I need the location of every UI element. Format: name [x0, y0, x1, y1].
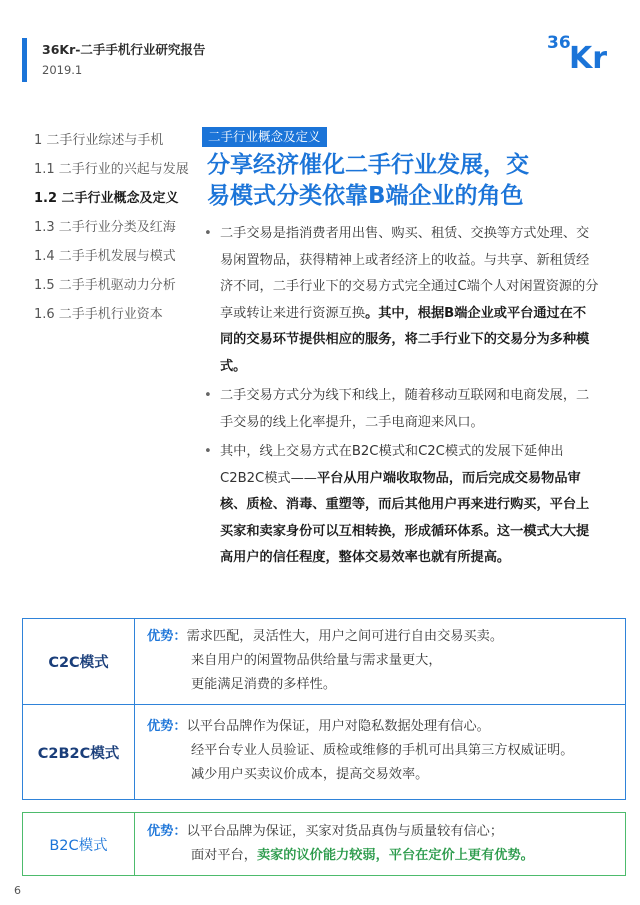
c2c-line-3: 更能满足消费的多样性。: [191, 677, 337, 692]
toc-item[interactable]: 1.1 二手行业的兴起与发展: [34, 162, 189, 177]
advantage-label: 优势：: [147, 629, 187, 644]
advantage-label: 优势：: [147, 719, 187, 734]
c2c-model-box: [22, 618, 626, 705]
svg-text:36: 36: [547, 33, 571, 53]
36kr-logo: [545, 28, 617, 72]
b2c-model-content: [147, 820, 619, 868]
toc-item[interactable]: 1.6 二手手机行业资本: [34, 307, 163, 322]
b2c-line-2: 面对平台，: [191, 848, 257, 863]
b2c-line-1: 以平台品牌为保证，买家对货品真伪与质量较有信心；: [186, 824, 504, 839]
toc-item[interactable]: 1.3 二手行业分类及红海: [34, 220, 176, 235]
headline-line-1: 分享经济催化二手行业发展，交: [207, 152, 529, 178]
c2c-model-content: [147, 625, 619, 697]
c2b2c-line-1: 以平台品牌作为保证，用户对隐私数据处理有信心。: [186, 719, 490, 734]
c2c-line-1: 需求匹配，灵活性大，用户之间可进行自由交易买卖。: [186, 629, 504, 644]
bullet-item: [204, 439, 599, 572]
c2c-line-2: 来自用户的闲置物品供给量与需求量更大，: [191, 653, 442, 668]
bullet-dot-icon: •: [204, 444, 212, 459]
bullet-text: 其中，线上交易方式在B2C模式和C2C模式的发展下延伸出C2B2C模式——: [220, 444, 564, 486]
b2c-model-label: B2C模式: [23, 813, 135, 875]
bullet-item: [204, 221, 599, 380]
b2c-line-2-highlight: 卖家的议价能力较弱，平台在定价上更有优势。: [256, 848, 534, 863]
toc-item-active[interactable]: 1.2 二手行业概念及定义: [34, 191, 179, 206]
section-tag: 二手行业概念及定义: [202, 127, 327, 147]
toc-item[interactable]: 1 二手行业综述与手机: [34, 133, 164, 148]
toc-item[interactable]: 1.5 二手手机驱动力分析: [34, 278, 176, 293]
c2b2c-model-box: [22, 705, 626, 800]
c2c-model-label: C2C模式: [23, 619, 135, 704]
c2b2c-line-2: 经平台专业人员验证、质检或维修的手机可出具第三方权威证明。: [191, 743, 574, 758]
headline-line-2: 易模式分类依靠B端企业的角色: [207, 183, 524, 209]
c2b2c-model-label: C2B2C模式: [23, 705, 135, 799]
bullet-dot-icon: •: [204, 226, 212, 241]
c2b2c-line-3: 减少用户买卖议价成本，提高交易效率。: [191, 767, 429, 782]
b2c-model-box: [22, 812, 626, 876]
report-title: 36Kr-二手手机行业研究报告: [42, 42, 206, 57]
bullet-item: [204, 383, 599, 436]
advantage-label: 优势：: [147, 824, 187, 839]
toc-item[interactable]: 1.4 二手手机发展与模式: [34, 249, 176, 264]
bullet-text: 二手交易是指消费者用出售、购买、租赁、交换等方式处理、交易闲置物品，获得精神上或者经济上的收益。与共享、新租赁经济不同，二手行业下的交易方式完全通过C端个人对闲置资源的分享或转让来进行资源互换: [220, 226, 599, 321]
bullet-dot-icon: •: [204, 388, 212, 403]
bullet-text-bold: 平台从用户端收取物品，而后完成交易物品审核、质检、消毒、重塑等，而后其他用户再来进行购买，平台上买家和卖家身份可以互相转换，形成循环体系。这一模式大大提高用户的信任程度，整体交易效率也就有所提高。: [220, 470, 590, 565]
c2b2c-model-content: [147, 715, 619, 787]
bullet-text-bold: 。其中，根据B端企业或平台通过在不同的交易环节提供相应的服务，将二手行业下的交易分为多种模式。: [220, 305, 590, 374]
page-headline: [207, 150, 617, 212]
bullet-text: 二手交易方式分为线下和线上，随着移动互联网和电商发展，二手交易的线上化率提升，二手电商迎来风口。: [220, 388, 590, 430]
table-of-contents: [34, 131, 204, 334]
header-accent-bar: [22, 38, 27, 82]
page-number: 6: [14, 884, 21, 897]
bullet-list: [204, 221, 599, 575]
svg-text:Kr: Kr: [569, 41, 608, 72]
report-date: 2019.1: [42, 63, 83, 77]
